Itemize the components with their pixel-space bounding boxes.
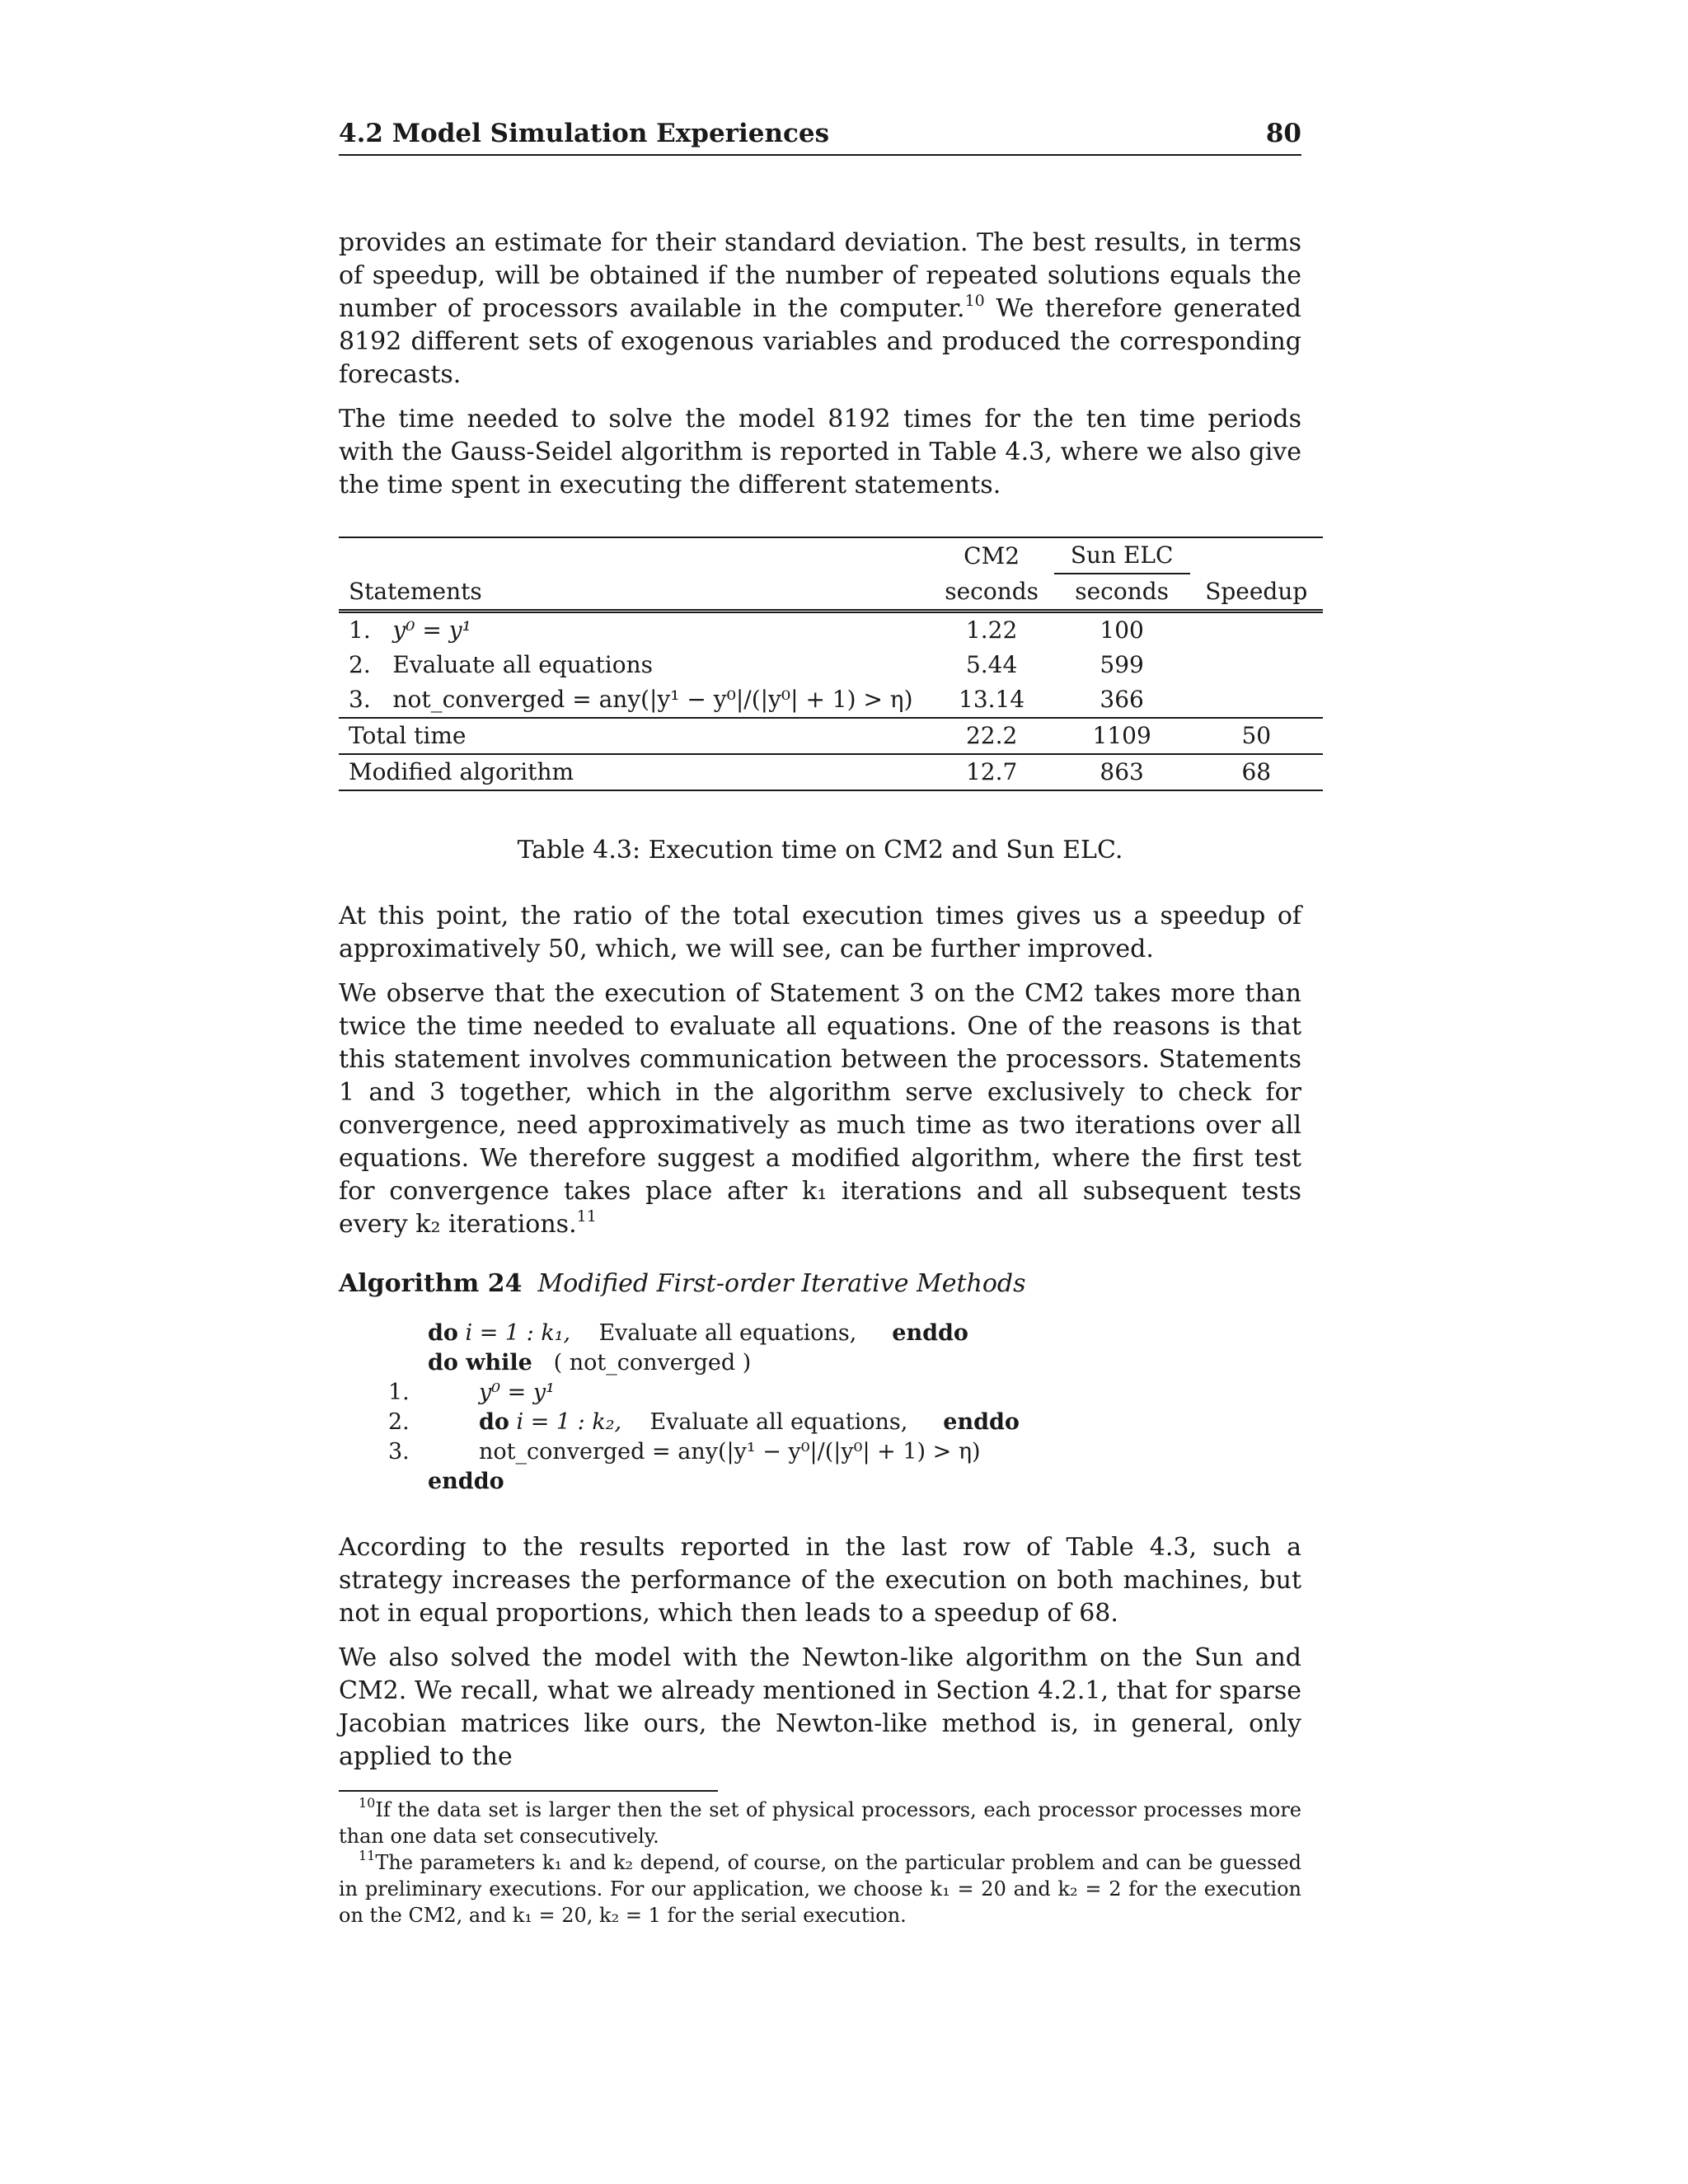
row-speedup [1190, 612, 1323, 649]
footnote-11 [339, 1849, 1301, 1929]
modified-label: Modified algorithm [349, 758, 574, 786]
keyword-do-while: do while [428, 1350, 532, 1376]
paragraph-1 [339, 227, 1301, 391]
header-speedup: Speedup [1205, 577, 1308, 605]
table-header-bottom [339, 574, 1323, 612]
row-statement: y⁰ = y¹ [392, 616, 471, 644]
total-label: Total time [349, 722, 467, 750]
header-sun: Sun ELC [1054, 537, 1190, 574]
header-cm2: CM2 [964, 541, 1020, 569]
row-speedup [1190, 682, 1323, 718]
total-cm2: 22.2 [965, 722, 1018, 750]
footnote-10-mark: 10 [359, 1795, 376, 1811]
keyword-enddo: enddo [943, 1409, 1020, 1436]
row-cm2: 13.14 [959, 686, 1025, 714]
table-row [339, 612, 1323, 649]
paragraph-2: The time needed to solve the model 8192 times for the ten time periods with the Gauss-Seidel algorithm is reported in Table 4.3, where we also give the time spent in executing the different statements. [339, 405, 1301, 500]
table-caption: Table 4.3: Execution time on CM2 and Sun ELC. [517, 836, 1123, 865]
convergence-test: not_converged = any(|y¹ − y⁰|/(|y⁰| + 1) > η) [479, 1439, 981, 1465]
paragraph-3: At this point, the ratio of the total execution times gives us a speedup of approximatively 50, which, we will see, can be further improved. [339, 902, 1301, 964]
table-row [339, 682, 1323, 718]
footnote-mark-11: 11 [576, 1207, 597, 1226]
footnote-10-text: If the data set is larger then the set of physical processors, each processor processes more than one data set consecutively. [339, 1798, 1301, 1849]
paragraph-1-text: provides an estimate for their standard deviation. The best results, in terms of speedup, will be obtained if the number of repeated solutions equals the number of processors available in the computer. [339, 228, 1301, 324]
table-header-top [339, 537, 1323, 574]
modified-speedup: 68 [1241, 758, 1272, 786]
algorithm-line [339, 1437, 1301, 1467]
execution-time-table [339, 537, 1323, 791]
row-number: 2. [349, 651, 371, 679]
algorithm-heading [339, 1268, 1301, 1301]
keyword-do: do [479, 1409, 509, 1436]
line-number: 3. [388, 1439, 410, 1465]
footnote-11-text: The parameters k₁ and k₂ depend, of course, on the particular problem and can be guessed in preliminary executions. For our application, we choose k₁ = 20 and k₂ = 2 for the execution on the CM2, and k₁ = 20, k₂ = 1 for the serial execution. [339, 1851, 1301, 1928]
row-number: 1. [349, 616, 371, 644]
algorithm-line [339, 1467, 1301, 1497]
algorithm-body [339, 1319, 1301, 1497]
section-title: 4.2 Model Simulation Experiences [339, 119, 830, 148]
row-sun: 100 [1100, 616, 1144, 644]
row-cm2: 1.22 [965, 616, 1018, 644]
algorithm-line [339, 1408, 1301, 1437]
paragraph-4-text: We observe that the execution of Statement 3 on the CM2 takes more than twice the time needed to evaluate all equations. One of the reasons is that this statement involves communication between the processors. Statements 1 and 3 together, which in the algorithm serve exclusively to check for convergence, need approximatively as much time as two iterations over all equations. We therefore suggest a modified algorithm, where the first test for convergence takes place after k₁ iterations and all subsequent tests every k₂ iterations. [339, 979, 1301, 1240]
paragraph-1-tail: We therefore generated 8192 different sets of exogenous variables and produced the corresponding forecasts. [339, 294, 1301, 390]
algorithm-line [339, 1319, 1301, 1348]
loop-range: i = 1 : k₂, [516, 1409, 622, 1436]
line-number: 1. [388, 1380, 410, 1406]
algorithm-line [339, 1378, 1301, 1408]
footnote-rule [339, 1790, 718, 1792]
total-sun: 1109 [1092, 722, 1151, 750]
footnote-mark-10: 10 [964, 292, 985, 311]
modified-sun: 863 [1100, 758, 1144, 786]
table-4-3 [339, 537, 1323, 791]
page-number: 80 [1265, 119, 1301, 148]
while-condition: ( not_converged ) [553, 1350, 752, 1376]
paragraph-5: According to the results reported in the last row of Table 4.3, such a strategy increases the performance of the execution on both machines, but not in equal proportions, which then leads to a speedup of 68. [339, 1533, 1301, 1629]
line-number: 2. [388, 1409, 410, 1436]
header-statements: Statements [349, 577, 482, 605]
assignment: y⁰ = y¹ [479, 1380, 555, 1406]
algorithm-title: Modified First-order Iterative Methods [537, 1269, 1026, 1299]
loop-body: Evaluate all equations, [649, 1409, 908, 1436]
loop-range: i = 1 : k₁, [465, 1320, 571, 1347]
algorithm-label: Algorithm 24 [339, 1269, 523, 1299]
modified-cm2: 12.7 [965, 758, 1018, 786]
loop-body: Evaluate all equations, [598, 1320, 857, 1347]
row-sun: 366 [1100, 686, 1144, 714]
row-cm2: 5.44 [965, 651, 1018, 679]
footnote-11-mark: 11 [359, 1848, 376, 1864]
header-sun-seconds: seconds [1075, 578, 1170, 606]
keyword-enddo: enddo [892, 1320, 968, 1347]
table-row-modified [339, 754, 1323, 790]
row-statement: not_converged = any(|y¹ − y⁰|/(|y⁰| + 1) > η) [392, 686, 913, 714]
keyword-do: do [428, 1320, 458, 1347]
row-sun: 599 [1100, 651, 1144, 679]
paragraph-4 [339, 977, 1301, 1241]
row-statement: Evaluate all equations [392, 651, 653, 679]
running-head [339, 119, 1301, 156]
footnotes [339, 1797, 1301, 1929]
header-cm2-seconds: seconds [945, 577, 1039, 605]
table-row [339, 648, 1323, 682]
algorithm-line [339, 1348, 1301, 1378]
total-speedup: 50 [1241, 722, 1272, 750]
footnote-10 [339, 1797, 1301, 1849]
keyword-enddo: enddo [428, 1469, 504, 1495]
row-speedup [1190, 648, 1323, 682]
table-row-total [339, 718, 1323, 754]
page [339, 119, 1308, 1929]
paragraph-6: We also solved the model with the Newton-like algorithm on the Sun and CM2. We recall, what we already mentioned in Section 4.2.1, that for sparse Jacobian matrices like ours, the Newton-like method is, in general, only applied to the [339, 1643, 1301, 1772]
row-number: 3. [349, 686, 371, 714]
